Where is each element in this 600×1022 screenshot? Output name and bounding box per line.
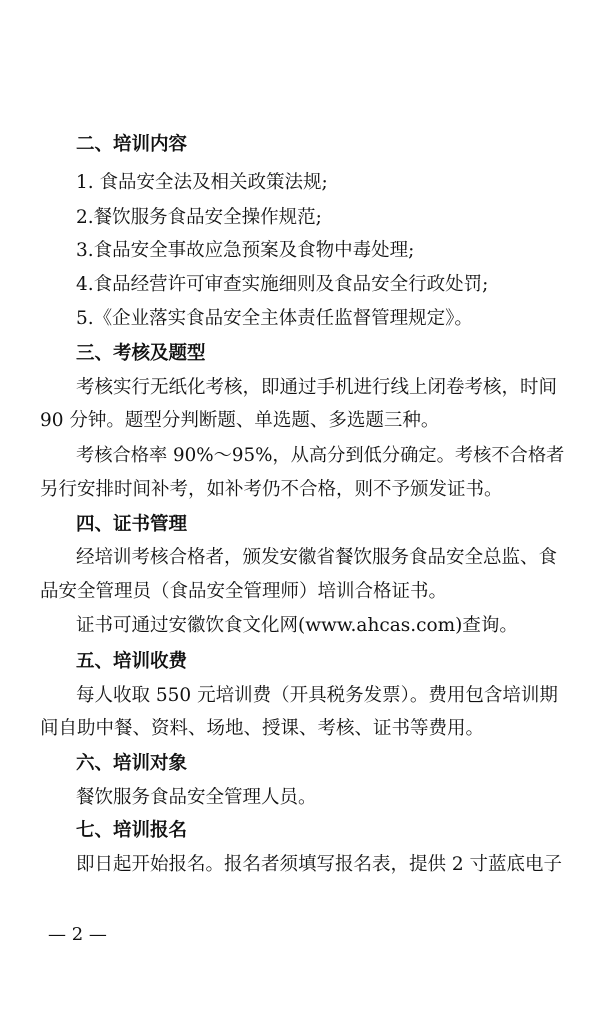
heading-registration: 七、培训报名: [76, 820, 188, 841]
paragraph-line: 每人收取 550 元培训费（开具税务发票）。费用包含培训期: [76, 685, 558, 706]
list-item: 3.食品安全事故应急预案及食物中毒处理;: [76, 240, 415, 261]
list-item: 2.餐饮服务食品安全操作规范;: [76, 207, 322, 228]
paragraph-line: 餐饮服务食品安全管理人员。: [76, 787, 317, 808]
paragraph-line: 另行安排时间补考，如补考仍不合格，则不予颁发证书。: [40, 479, 503, 500]
page-number: — 2 —: [48, 924, 107, 945]
list-item: 4.食品经营许可审查实施细则及食品安全行政处罚;: [76, 274, 489, 295]
paragraph-line: 证书可通过安徽饮食文化网(www.ahcas.com)查询。: [76, 615, 518, 636]
paragraph-line: 考核实行无纸化考核，即通过手机进行线上闭卷考核，时间: [76, 377, 558, 398]
list-item: 5.《企业落实食品安全主体责任监督管理规定》。: [76, 308, 473, 329]
list-item: 1. 食品安全法及相关政策法规;: [76, 172, 328, 193]
heading-certificate: 四、证书管理: [76, 514, 188, 535]
paragraph-line: 品安全管理员（食品安全管理师）培训合格证书。: [40, 581, 448, 602]
heading-assessment: 三、考核及题型: [76, 343, 206, 364]
heading-training-content: 二、培训内容: [76, 134, 188, 155]
paragraph-line: 即日起开始报名。报名者须填写报名表，提供 2 寸蓝底电子: [76, 854, 563, 875]
paragraph-line: 考核合格率 90%～95%，从高分到低分确定。考核不合格者: [76, 445, 565, 466]
heading-fees: 五、培训收费: [76, 651, 188, 672]
paragraph-line: 90 分钟。题型分判断题、单选题、多选题三种。: [40, 410, 440, 431]
paragraph-line: 间自助中餐、资料、场地、授课、考核、证书等费用。: [40, 718, 485, 739]
heading-target: 六、培训对象: [76, 753, 188, 774]
paragraph-line: 经培训考核合格者，颁发安徽省餐饮服务食品安全总监、食: [76, 547, 558, 568]
